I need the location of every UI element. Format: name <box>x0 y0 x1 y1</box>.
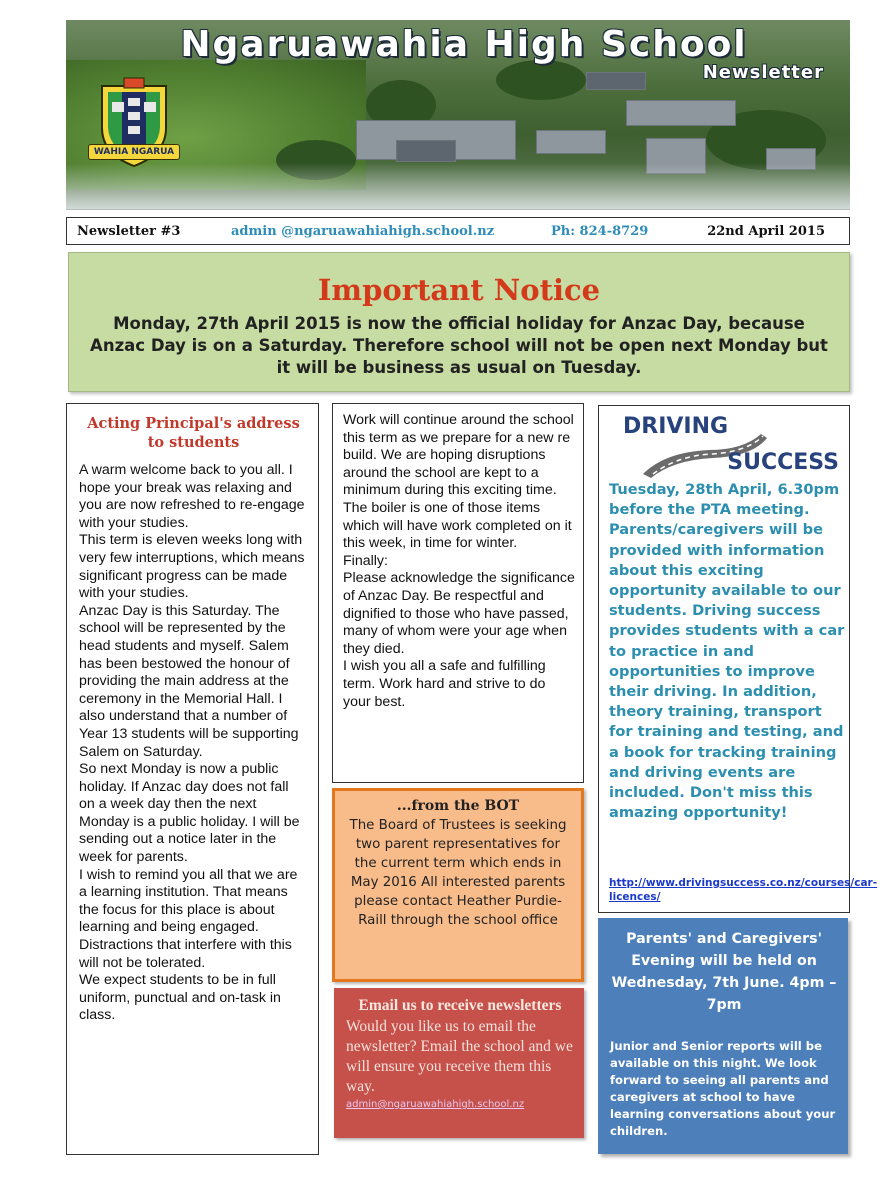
bot-title: ...from the BOT <box>396 798 520 814</box>
principal-paragraph: So next Monday is now a public holiday. If Anzac day does not fall on a week day then the next Monday is a public holiday. I will be sending out a notice later in the week for parents. <box>79 761 300 866</box>
continued-paragraph: Finally: <box>343 552 388 569</box>
email-title: Email us to receive newsletters <box>358 997 562 1014</box>
contact-phone: Ph: 824-8729 <box>551 224 649 239</box>
principal-paragraph: I wish to remind you all that we are a learning institution. That means the focus for this place is about learning and being engaged. <box>79 866 298 936</box>
principal-address-continued <box>332 403 584 783</box>
driving-success-box <box>598 405 878 913</box>
bot-text: The Board of Trustees is seeking two parent representatives for the current term which ends in May 2016 All interested parents please contact Heather Purdie-Raill through the school office <box>349 818 567 928</box>
info-bar <box>66 217 850 245</box>
banner-trees <box>496 60 586 100</box>
continued-paragraph: Please acknowledge the significance of Anzac Day. Be respectful and dignified to those who have passed, many of whom were your age when they died. <box>343 570 575 657</box>
principal-paragraph: Distractions that interfere with this will not be tolerated. <box>79 937 292 971</box>
principal-paragraph: Anzac Day is this Saturday. The school will be represented by the head students and myself. Salem has been bestowed the honour of providing the main address at the ceremony in the Memorial Hall. I also understand that a number of Year 13 students will be supporting Salem on Saturday. <box>79 602 299 760</box>
bot-notice <box>332 788 584 982</box>
continued-paragraph: The boiler is one of those items which will have work completed on it this week, in time for winter. <box>343 499 572 552</box>
school-title: Ngaruawahia High School <box>180 24 748 65</box>
email-text: Would you like us to email the newsletter? Email the school and we will ensure you receive them this way. <box>346 1018 573 1095</box>
notice-title: Important Notice <box>317 273 601 307</box>
principal-body <box>79 462 308 1025</box>
email-newsletter-box <box>334 988 584 1138</box>
banner-building <box>586 72 646 90</box>
principal-title: Acting Principal's address to students <box>87 415 300 451</box>
driving-success-logo <box>623 414 839 480</box>
header-banner <box>66 20 850 210</box>
principal-paragraph: This term is eleven weeks long with very few interruptions, which means significant progress can be made with your studies. <box>79 532 305 602</box>
banner-building <box>626 100 736 126</box>
email-link[interactable]: admin@ngaruawahiahigh.school.nz <box>346 1099 525 1110</box>
principal-paragraph: We expect students to be in full uniform, punctual and on-task in class. <box>79 972 281 1024</box>
contact-email[interactable]: admin @ngaruawahiahigh.school.nz <box>231 224 495 239</box>
banner-building <box>396 140 456 162</box>
banner-building <box>536 130 606 154</box>
logo-line-2: SUCCESS <box>727 450 839 475</box>
crest-motto: WAHIA NGARUA <box>88 144 180 160</box>
parents-text: Junior and Senior reports will be available on this night. We look forward to seeing all parents and caregivers at school to have learning conversations about your children. <box>610 1039 836 1138</box>
newsletter-number: Newsletter #3 <box>77 224 181 239</box>
newsletter-subtitle: Newsletter <box>702 62 824 83</box>
continued-paragraph: I wish you all a safe and fulfilling term. Work hard and strive to do your best. <box>343 658 546 710</box>
logo-line-1: DRIVING <box>623 414 729 439</box>
parents-evening-box <box>598 918 848 1154</box>
driving-text: Tuesday, 28th April, 6.30pm before the PTA meeting. Parents/caregivers will be provided with information about this exciting opportunity available to our students. Driving success provides students with a car to practice in and opportunities to improve their driving. In addition, theory training, transport for training and testing, and a book for tracking training and driving events are included. Don't miss this amazing opportunity! <box>609 481 845 822</box>
principal-paragraph: A warm welcome back to you all. I hope your break was relaxing and you are now refreshed to re-engage with your studies. <box>79 462 305 531</box>
parents-title: Parents' and Caregivers' Evening will be held on Wednesday, 7th June. 4pm – 7pm <box>611 931 837 1013</box>
principal-address <box>66 403 319 1155</box>
important-notice <box>68 252 850 392</box>
newsletter-date: 22nd April 2015 <box>707 224 825 239</box>
notice-text: Monday, 27th April 2015 is now the official holiday for Anzac Day, because Anzac Day is on a Saturday. Therefore school will not be open next Monday but it will be business as usual on Tuesday. <box>90 314 828 377</box>
driving-link[interactable]: http://www.drivingsuccess.co.nz/courses/car-licences/ <box>609 877 878 903</box>
continued-paragraph: Work will continue around the school this term as we prepare for a new re build. We are hoping disruptions around the school are kept to a minimum during this exciting time. <box>343 412 574 499</box>
